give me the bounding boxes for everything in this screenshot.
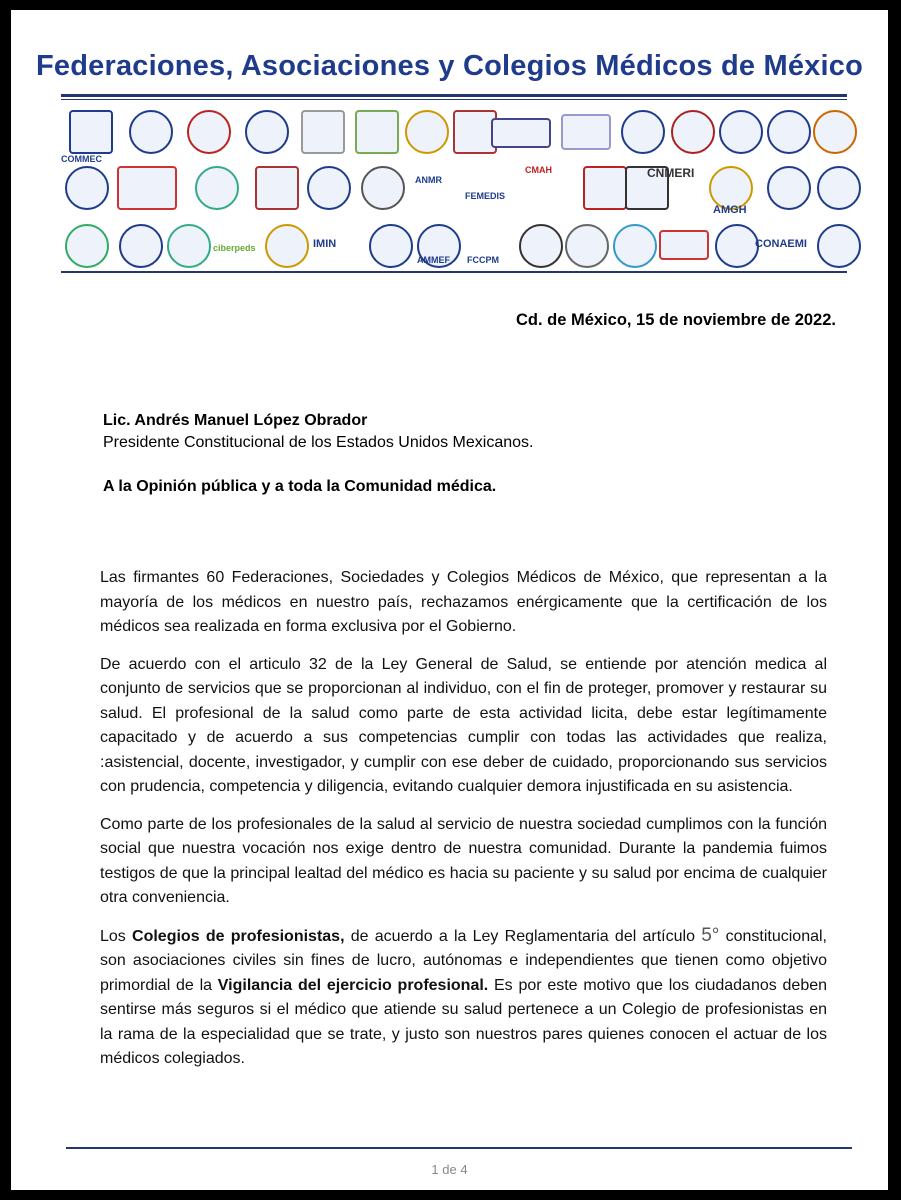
society-logo (719, 110, 763, 154)
society-logo (715, 224, 759, 268)
society-logo (565, 224, 609, 268)
society-logo (817, 166, 861, 210)
ammef-label: AMMEF (417, 255, 450, 265)
member-logos-banner (55, 104, 847, 270)
society-logo (561, 114, 611, 150)
header-rule-thin (61, 99, 847, 100)
footer-rule (66, 1147, 852, 1149)
paragraph-4 (100, 924, 827, 1072)
commec-label: COMMEC (61, 154, 102, 164)
society-logo (767, 110, 811, 154)
society-logo (519, 224, 563, 268)
document-page (11, 10, 888, 1190)
society-logo (245, 110, 289, 154)
society-logo (613, 224, 657, 268)
society-logo (187, 110, 231, 154)
anmr-label: ANMR (415, 175, 442, 185)
addressee-title: Presidente Constitucional de los Estados Unidos Mexicanos. (103, 434, 534, 451)
article-number: 5° (701, 924, 720, 946)
society-logo (65, 166, 109, 210)
paragraph-4-text: constitucional, son asociaciones civiles sin fines de lucro, autónomas e independientes que tienen como objetivo primordial de la (100, 927, 827, 994)
society-logo (307, 166, 351, 210)
society-logo (265, 224, 309, 268)
ciberpeds-label: ciberpeds (213, 243, 256, 253)
society-logo (671, 110, 715, 154)
page-indicator: 1 de 4 (431, 1162, 468, 1177)
paragraph-1: Las firmantes 60 Federaciones, Sociedades y Colegios Médicos de México, que representan a la mayoría de los médicos en nuestro país, rechazamos enérgicamente que la certificación de los médicos sea realizada en forma exclusiva por el Gobierno. (100, 569, 827, 635)
cmah-label: CMAH (525, 165, 552, 175)
letter-date: Cd. de México, 15 de noviembre de 2022. (515, 311, 836, 329)
society-logo (301, 110, 345, 154)
letter-body (100, 566, 827, 1085)
society-logo (659, 230, 709, 260)
society-logo (813, 110, 857, 154)
addressee-block (103, 410, 533, 454)
paragraph-4-text: Es por este motivo que los ciudadanos deben sentirse más seguros si el médico que atiende su salud pertenece a un Colegio de profesionistas en la rama de la especialidad que se trate, y justo son nuestros pares quienes conocen el actuar de los médicos colegiados. (100, 976, 828, 1067)
society-logo (767, 166, 811, 210)
paragraph-3: Como parte de los profesionales de la salud al servicio de nuestra sociedad cumplimos con la función social que nuestra vocación nos exige dentro de nuestra comunidad. Durante la pandemia fuimos testigos de que la principal lealtad del médico es hacia su paciente y su salud por encima de cualquier otra conveniencia. (100, 815, 827, 906)
colegios-emphasis: Colegios de profesionistas, (132, 927, 345, 945)
society-logo (491, 118, 551, 148)
society-logo (65, 224, 109, 268)
society-logo (369, 224, 413, 268)
society-logo (255, 166, 299, 210)
society-logo (117, 166, 177, 210)
conaemi-label: CONAEMI (755, 238, 807, 250)
society-logo (129, 110, 173, 154)
logos-rule (61, 271, 847, 273)
amgh-label: AMGH (713, 204, 747, 216)
society-logo (119, 224, 163, 268)
commec-logo (69, 110, 113, 154)
paragraph-4-text: Los (100, 927, 133, 945)
society-logo (355, 110, 399, 154)
public-salutation: A la Opinión pública y a toda la Comunidad médica. (103, 478, 497, 495)
header-rule (61, 94, 847, 97)
society-logo (583, 166, 627, 210)
society-logo (195, 166, 239, 210)
letterhead-title: Federaciones, Asociaciones y Colegios Médicos de México (35, 50, 864, 82)
fccpm-label: FCCPM (467, 255, 499, 265)
imin-label: IMIN (313, 238, 337, 250)
femedis-label: FEMEDIS (465, 191, 506, 201)
society-logo (361, 166, 405, 210)
society-logo (817, 224, 861, 268)
paragraph-4-text: de acuerdo a la Ley Reglamentaria del artículo (344, 927, 702, 945)
paragraph-2: De acuerdo con el articulo 32 de la Ley General de Salud, se entiende por atención medica al conjunto de servicios que se proporcionan al individuo, con el fin de proteger, promover y restaurar su salud. El profesional de la salud como parte de esta actividad licita, debe estar legítimamente capacitado y de acuerdo a sus competencias cumplir con todas las actividades que realiza, :asistencial, docente, investigador, y cumplir con ese deber de cuidado, proporcionando sus servicios con prudencia, competencia y diligencia, evitando cualquier demora injustificada en su asistencia. (100, 655, 827, 795)
cnmeri-label: CNMERI (647, 166, 695, 180)
addressee-name: Lic. Andrés Manuel López Obrador (103, 412, 368, 429)
vigilancia-emphasis: Vigilancia del ejercicio profesional. (217, 976, 489, 994)
society-logo (167, 224, 211, 268)
society-logo (621, 110, 665, 154)
society-logo (405, 110, 449, 154)
